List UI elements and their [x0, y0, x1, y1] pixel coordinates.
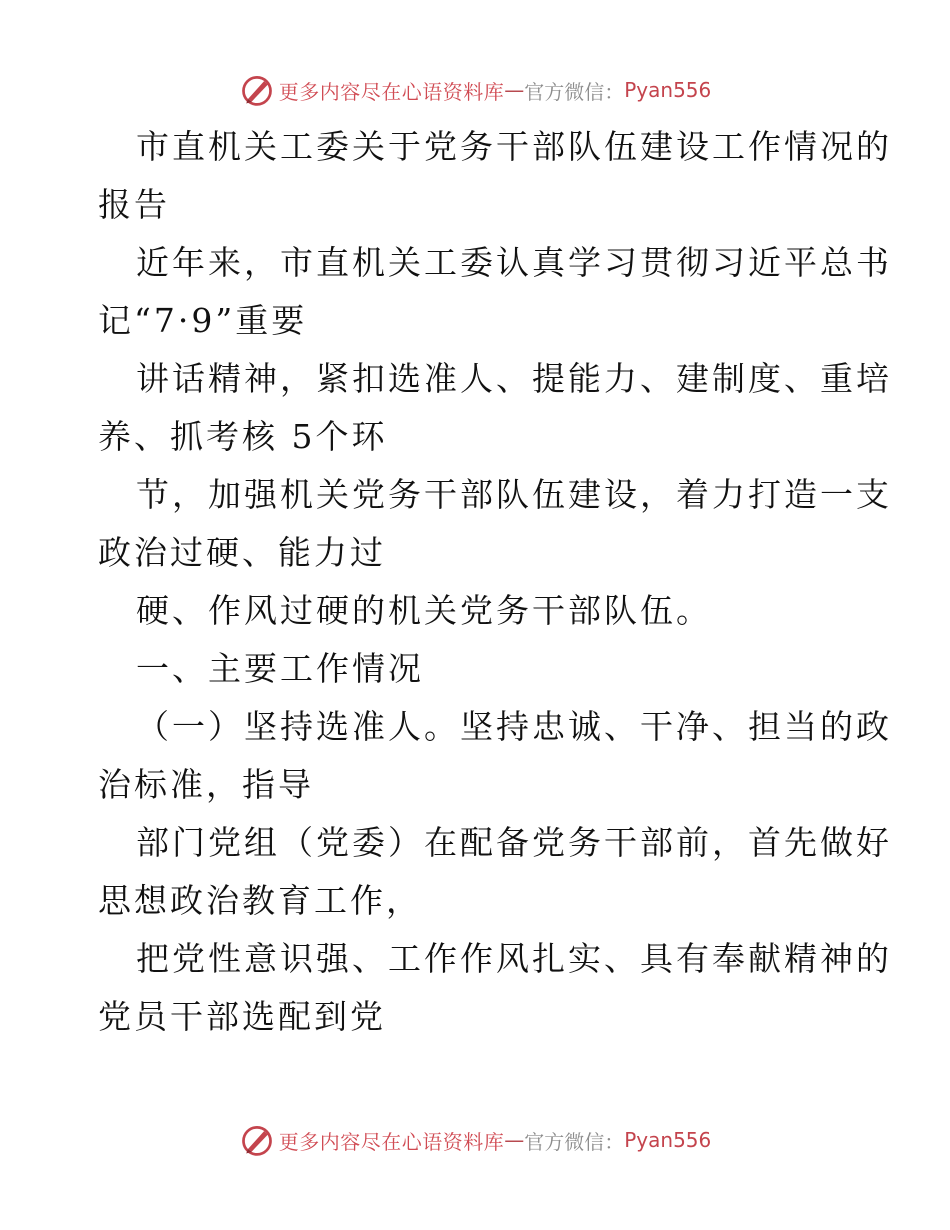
- paragraph-line: 思想政治教育工作，: [98, 881, 422, 920]
- paragraph-line: 把党性意识强、工作作风扎实、具有奉献精神的: [136, 939, 892, 978]
- watermark-id: Pyan556: [624, 78, 712, 102]
- paragraph-line: 部门党组（党委）在配备党务干部前，首先做好: [136, 823, 892, 862]
- watermark-main-text: 更多内容尽在心语资料库: [278, 79, 505, 104]
- paragraph-line: 党员干部选配到党: [98, 997, 386, 1036]
- paragraph-line: 硬、作风过硬的机关党务干部队伍。: [136, 591, 712, 630]
- watermark-main-text: 更多内容尽在心语资料库: [278, 1129, 505, 1154]
- paragraph-line: 政治过硬、能力过: [98, 533, 386, 572]
- document-title-line-2: 报告: [98, 185, 170, 224]
- watermark-separator: —: [504, 1128, 525, 1152]
- subsection-line: （一）坚持选准人。坚持忠诚、干净、担当的政: [136, 707, 892, 746]
- paragraph-line: 讲话精神，紧扣选准人、提能力、建制度、重培: [136, 359, 892, 398]
- header-watermark: [0, 70, 950, 110]
- paragraph-line: 养、抓考核 5个环: [98, 417, 388, 456]
- footer-watermark: [0, 1120, 950, 1160]
- watermark-label: 官方微信：: [524, 79, 625, 104]
- watermark-label: 官方微信：: [524, 1129, 625, 1154]
- watermark-separator: —: [504, 78, 525, 102]
- document-body: [98, 118, 892, 1046]
- document-title-line-1: 市直机关工委关于党务干部队伍建设工作情况的: [136, 127, 892, 166]
- pen-logo-icon: [239, 1122, 275, 1158]
- paragraph-line: 记“7·9”重要: [98, 301, 308, 340]
- paragraph-line: 近年来，市直机关工委认真学习贯彻习近平总书: [136, 243, 892, 282]
- watermark-id: Pyan556: [624, 1128, 712, 1152]
- paragraph-line: 节，加强机关党务干部队伍建设，着力打造一支: [136, 475, 892, 514]
- section-heading: 一、主要工作情况: [136, 649, 424, 688]
- pen-logo-icon: [239, 72, 275, 108]
- paragraph-line: 治标准，指导: [98, 765, 314, 804]
